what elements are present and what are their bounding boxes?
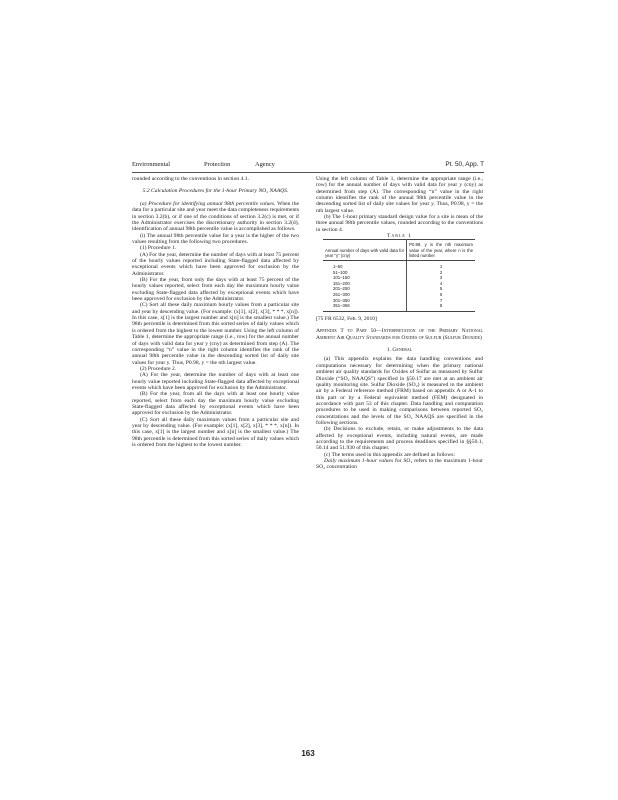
table-cell-n: 2 xyxy=(439,269,443,275)
fr-citation: [75 FR 6532, Feb. 9, 2010] xyxy=(316,315,377,322)
table-title: Table 1 xyxy=(386,233,413,240)
table-cell-range: 201–250 xyxy=(323,286,407,292)
paragraph: (c) The terms used in this appendix are defined as follows: xyxy=(324,451,456,458)
table-cell-n: 3 xyxy=(439,275,443,281)
paragraph: (C) Sort all these daily maximum values from a particular site and year by descending value. (For example: (x[1], x[2], x[3], * * *, x[n]). In this case, x[1] is the largest number and x[n] is the smallest value.) The 98th percentile is determined from this sorted series of daily values which is ordered from the highest to the lowest number. xyxy=(132,416,299,448)
paragraph: Using the left column of Table 1, determine the appropriate range (i.e., row) for the annual number of days with valid data for year y (cny) as determined from step (A). The corresponding “n” value in the right column identifies the rank of the annual 98th percentile value in the descending sorted list of daily site values for year y. Thus, P0.98, y = the nth largest value. xyxy=(316,176,483,214)
table-cell-range: 1–50 xyxy=(323,261,407,270)
table-cell-n: 8 xyxy=(407,303,475,311)
section-heading: 5.2 Calculation Procedures for the 1-hour Primary NO₂ NAAQS. xyxy=(142,188,289,195)
paragraph: (A) For the year, determine the number of days with at least one hourly value reported including State-flagged data affected by exceptional events which have been approved for exclusion by the Administrator. xyxy=(132,372,299,391)
table-row xyxy=(323,303,475,311)
table-cell-n: 4 xyxy=(439,280,443,286)
paragraph: (2) Procedure 2. xyxy=(140,365,177,372)
table-header-days: Annual number of days with valid data for year “y” (cny) xyxy=(323,240,407,261)
left-column xyxy=(132,176,299,448)
paragraph-text: When the data for a particular site and year meet the data completeness requirements in section 3.2(b), or if one of the conditions of section 3.2(c) is met, or if the Administrator exercises the discretionary authority in section 3.2(d), identification of annual 98th percentile value is accomplished as follows. xyxy=(132,200,299,233)
table-cell-range: 101–150 xyxy=(323,275,407,281)
table-1 xyxy=(323,239,475,311)
paragraph: (A) For the year, determine the number of days with at least 75 percent of the hourly values reported including State-flagged data affected by exceptional events which have been approved for exclusion by the Administrator. xyxy=(132,251,299,277)
table-header-rank: P0.98, y is the nth maximum value of the year, where n is the listed number xyxy=(407,240,475,261)
table-cell-range: 351–366 xyxy=(323,303,407,311)
table-cell-range: 301–350 xyxy=(323,298,407,304)
appendix-title: Appendix T to Part 50—Interpretation of the Primary National Ambient Air Quality Standards for Oxides of Sulfur (Sulfur Dioxide) xyxy=(316,328,483,342)
paragraph: (b) Decisions to exclude, retain, or make adjustments to the data affected by exceptional events, including natural events, are made according to the requirements and process deadlines specified in §§50.1, 50.14 and 51.930 of this chapter. xyxy=(316,426,483,452)
table-cell-n: 7 xyxy=(439,297,443,303)
paragraph xyxy=(316,458,483,471)
paragraph: (B) For the year, from only the days with at least 75 percent of the hourly values reported, select from each day the maximum hourly value excluding State-flagged data affected by exceptional events which have been approved for exclusion by the Administrator. xyxy=(132,277,299,303)
table-cell-range: 251–300 xyxy=(323,292,407,298)
paragraph: rounded according to the conventions in section 4.1. xyxy=(132,176,249,182)
paragraph: (B) For the year, from all the days with at least one hourly value reported, select from each day the maximum hourly value excluding State-flagged data affected by exceptional events which have been approved for exclusion by the Administrator. xyxy=(132,391,299,417)
table-cell-range: 51–100 xyxy=(323,270,407,276)
table-row xyxy=(323,261,475,270)
paragraph: (i) The annual 98th percentile value for a year is the higher of the two values resulting from the following two procedures. xyxy=(132,232,299,245)
italic-term: Daily maximum 1-hour values xyxy=(324,457,394,464)
header-word-3: Agency xyxy=(255,161,275,168)
paragraph: (1) Procedure 1. xyxy=(140,245,177,252)
paragraph: (b) The 1-hour primary standard design value for a site is mean of the three annual 98th percentile values, rounded according to the conventions in section 4. xyxy=(316,214,483,233)
paragraph: (a) This appendix explains the data handling conventions and computations necessary for determining when the primary national ambient air quality standards for Oxides of Sulfur as measured by Sulfur Dioxide (“SO₂ NAAQS”) specified in §50.17 are met at an ambient air quality monitoring site. Sulfur Dioxide (SO₂) is measured in the ambient air by a Federal reference method (FRM) based on appendix A or A-1 to this part or by a Federal equivalent method (FEM) designated in accordance with part 53 of this chapter. Data handling and computation procedures to be used in making comparisons between reported SO₂ concentrations and the levels of the SO₂ NAAQS are specified in the following sections. xyxy=(316,356,483,426)
table-cell-n: 6 xyxy=(439,292,443,298)
table-cell-range: 151–200 xyxy=(323,281,407,287)
paragraph-text: for SO₂ refers to the maximum 1-hour SO₂ concentration xyxy=(316,457,484,471)
page-number: 163 xyxy=(301,749,315,758)
table-cell-n: 1 xyxy=(439,264,443,270)
header-word-2: Protection xyxy=(204,161,231,168)
table-cell-n: 5 xyxy=(439,286,443,292)
paragraph: (C) Sort all these daily maximum hourly values from a particular site and year by descending value. (For example: (x[1], x[2], x[3], * * *, x[n]). In this case, x[1] is the largest number and x[n] is the smallest value.) The 98th percentile is determined from this sorted series of daily values which is ordered from the highest to the lowest number. Using the left column of Table 1, determine the appropriate range (i.e., row) for the annual number of days with valid data for year y (cny) as determined from step (A). The corresponding “n” value in the right column identifies the rank of the annual 98th percentile value in the descending sorted list of daily site values for year y. Thus, P0.98, y = the nth largest value. xyxy=(132,302,299,366)
header-word-1: Environmental xyxy=(132,161,170,168)
header-part-reference: Pt. 50, App. T xyxy=(445,161,484,168)
header-rule xyxy=(132,172,484,173)
italic-lead: (a) Procedure for identifying annual 98th percentile values. xyxy=(140,200,276,207)
general-heading: 1. General xyxy=(386,347,413,354)
paragraph xyxy=(132,201,299,233)
right-column xyxy=(316,176,483,471)
